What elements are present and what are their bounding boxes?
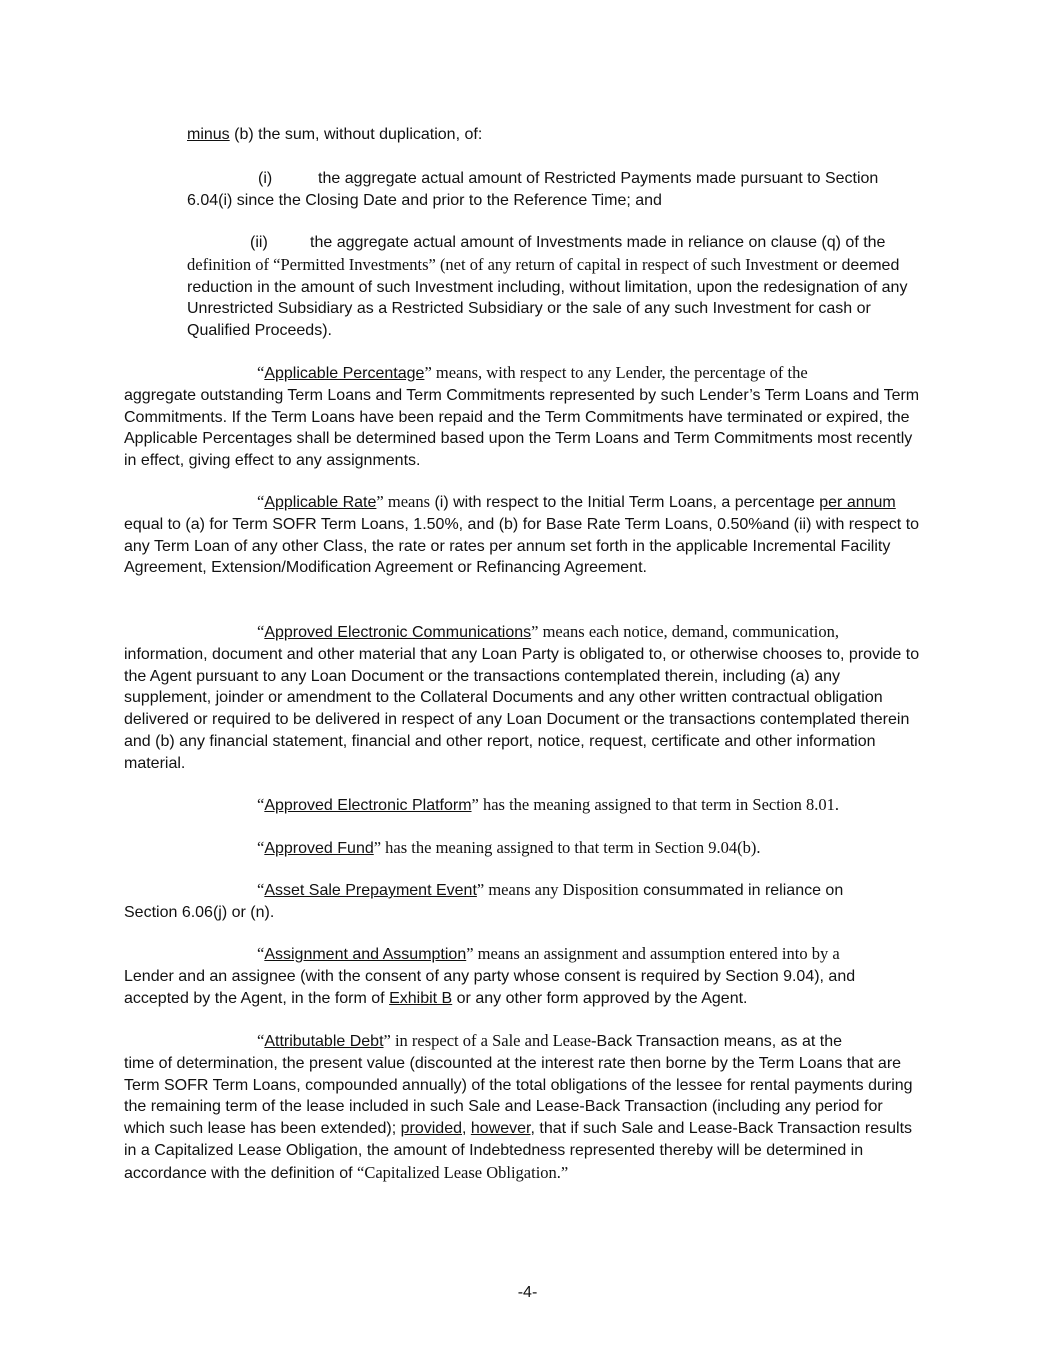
page-number: -4- <box>517 1284 538 1301</box>
exhibit-b-link: Exhibit B <box>389 989 453 1007</box>
clause-number: (ii) <box>250 234 268 251</box>
definition-asset-sale-prepayment-event: “Asset Sale Prepayment Event” means any Disposition consummated in reliance on Section 6.06(j) or (n). <box>124 880 844 921</box>
definition-approved-electronic-communications: “Approved Electronic Communications” means each notice, demand, communication, information, document and other material that any Loan Party is obligated to, or otherwise chooses to, provide to the Agent pursuant to any Loan Document or the transactions contemplated therein, including (a) any supplement, joinder or amendment to the Collateral Documents and any other written contractual obligation delivered or required to be delivered in respect of any Loan Document or the transactions contemplated therein and (b) any financial statement, financial and other report, notice, request, certificate and other information material. <box>124 622 920 772</box>
per-annum-underlined: per annum <box>819 494 896 511</box>
defined-term: Approved Electronic Platform <box>264 797 472 814</box>
defined-term: Approved Electronic Communications <box>264 624 532 641</box>
however-underlined: however <box>470 1120 531 1138</box>
defined-term: Asset Sale Prepayment Event <box>264 882 477 899</box>
definition-attributable-debt: “Attributable Debt” in respect of a Sale and Lease-Back Transaction means, as at the time of determination, the present value (discounted at the interest rate then borne by the Term Loans that are Term SOFR Term Loans, compounded annually) of the total obligations of the lessee for rental payments during the remaining term of the lease included in such Sale and Lease-Back Transaction (including any period for which such lease has been extended); provided, however, that if such Sale and Lease-Back Transaction results in a Capitalized Lease Obligation, the amount of Indebtedness represented thereby will be determined in accordance with the definition of “Capitalized Lease Obligation.” <box>124 1031 913 1182</box>
definition-approved-electronic-platform: “Approved Electronic Platform” has the meaning assigned to that term in Section 8.01. <box>257 795 840 814</box>
clause-number: (i) <box>258 170 273 187</box>
definition-applicable-rate: “Applicable Rate” means (i) with respect to the Initial Term Loans, a percentage per annum equal to (a) for Term SOFR Term Loans, 1.50%, and (b) for Base Rate Term Loans, 0.50%and (ii) with respect to any Term Loan of any other Class, the rate or rates per annum set forth in the applicable Incremental Facility Agreement, Extension/Modification Agreement or Refinancing Agreement. <box>124 492 920 577</box>
definition-applicable-percentage: “Applicable Percentage” means, with respect to any Lender, the percentage of the aggregate outstanding Term Loans and Term Commitments represented by such Lender’s Term Loans and Term Commitments. If the Term Loans have been repaid and the Term Commitments have terminated or expired, the Applicable Percentages shall be determined based upon the Term Loans and Term Commitments most recently in effect, giving effect to any assignments. <box>124 363 920 470</box>
definition-assignment-and-assumption: “Assignment and Assumption” means an assignment and assumption entered into by a Lender and an assignee (with the consent of any party whose consent is required by Section 9.04), and accepted by the Agent, in the form of Exhibit B or any other form approved by the Agent. <box>124 944 856 1007</box>
provided-underlined: provided <box>400 1120 462 1138</box>
defined-term: Approved Fund <box>264 840 374 857</box>
defined-term: Attributable Debt <box>264 1033 384 1050</box>
clause-i <box>187 168 927 212</box>
defined-term: Applicable Percentage <box>264 365 425 382</box>
clause-ii: (ii) the aggregate actual amount of Investments made in reliance on clause (q) of the definition of “Permitted Investments” (net of any return of capital in respect of such Investment or deemed reduction in the amount of such Investment including, without limitation, upon the redesignation of any Unrestricted Subsidiary as a Restricted Subsidiary or the sale of any such Investment for cash or Qualified Proceeds). <box>187 234 908 340</box>
paragraph-minus-b: minus (b) the sum, without duplication, of: <box>187 126 483 143</box>
clause-text: the aggregate actual amount of Investments made in reliance on clause (q) of the <box>310 234 886 251</box>
defined-term: Assignment and Assumption <box>264 946 467 963</box>
definition-approved-fund: “Approved Fund” has the meaning assigned to that term in Section 9.04(b). <box>257 838 761 857</box>
clause-text: the aggregate actual amount of Restricted Payments made pursuant to Section 6.04(i) since the Closing Date and prior to the Reference Time; and <box>187 170 879 209</box>
defined-term: Applicable Rate <box>264 494 377 511</box>
minus-underlined: minus <box>187 126 230 143</box>
